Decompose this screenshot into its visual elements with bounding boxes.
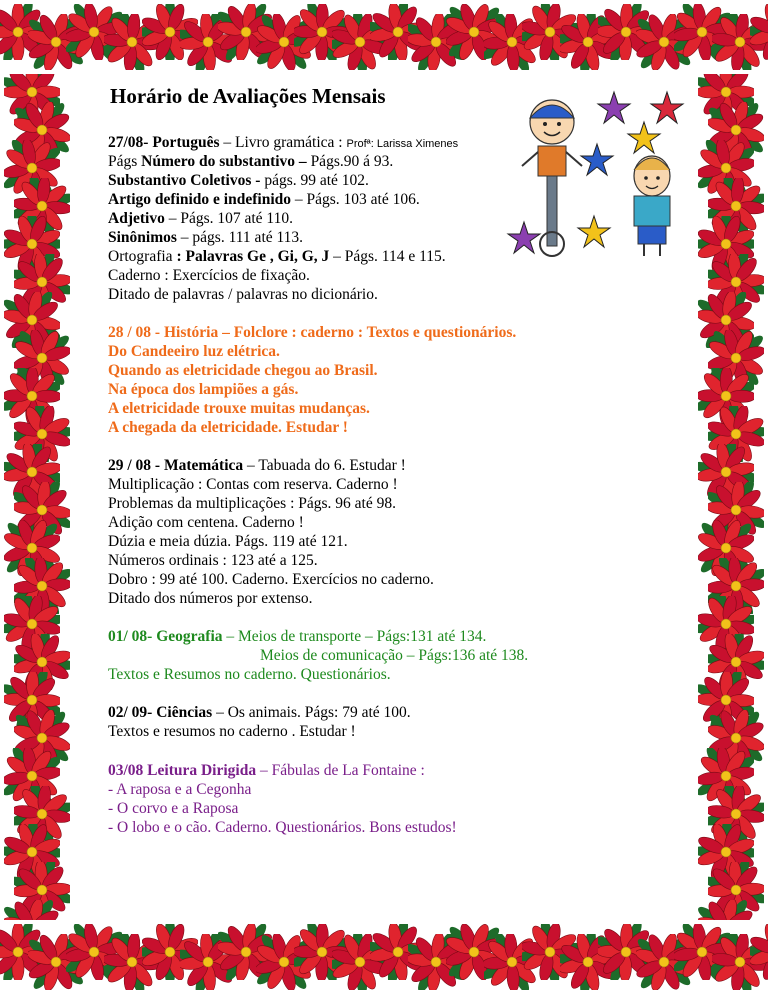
poinsettia-icon bbox=[4, 900, 60, 920]
portugues-line-5: Adjetivo – Págs. 107 até 110. bbox=[108, 210, 293, 227]
geografia-line-1: 01/ 08- Geografia – Meios de transporte – Págs:131 até 134. bbox=[108, 628, 487, 645]
matematica-line-3: Problemas da multiplicações : Págs. 96 até 98. bbox=[108, 495, 396, 512]
poinsettia-border-right bbox=[694, 74, 768, 920]
historia-line-4: Na época dos lampiões a gás. bbox=[108, 381, 299, 398]
portugues-line-8: Caderno : Exercícios de fixação. bbox=[108, 267, 310, 284]
historia-line-3: Quando as eletricidade chegou ao Brasil. bbox=[108, 362, 378, 379]
page-title: Horário de Avaliações Mensais bbox=[110, 84, 386, 108]
star-icon bbox=[598, 92, 630, 123]
geografia-line-2: Meios de comunicação – Págs:136 até 138. bbox=[260, 647, 529, 664]
geografia-line-3: Textos e Resumos no caderno. Questionários. bbox=[108, 666, 391, 683]
matematica-line-4: Adição com centena. Caderno ! bbox=[108, 514, 304, 531]
ciencias-line-1: 02/ 09- Ciências – Os animais. Págs: 79 até 100. bbox=[108, 704, 411, 721]
matematica-line-7: Dobro : 99 até 100. Caderno. Exercícios no caderno. bbox=[108, 571, 434, 588]
star-icon bbox=[508, 222, 540, 253]
poinsettia-icon bbox=[698, 900, 754, 920]
portugues-line-9: Ditado de palavras / palavras no dicionário. bbox=[108, 286, 378, 303]
historia-line-6: A chegada da eletricidade. Estudar ! bbox=[108, 419, 348, 436]
historia-line-1: 28 / 08 - História – Folclore : caderno : Textos e questionários. bbox=[108, 324, 517, 341]
kids-clipart-image bbox=[502, 84, 692, 259]
portugues-line-4: Artigo definido e indefinido – Págs. 103 até 106. bbox=[108, 191, 420, 208]
leitura-line-4: - O lobo e o cão. Caderno. Questionários. Bons estudos! bbox=[108, 819, 457, 836]
portugues-line-2: Págs Número do substantivo – Págs.90 á 93. bbox=[108, 153, 394, 170]
star-icon bbox=[578, 216, 610, 247]
star-icon bbox=[651, 92, 683, 123]
portugues-line-6: Sinônimos – págs. 111 até 113. bbox=[108, 229, 304, 246]
leitura-line-1: 03/08 Leitura Dirigida – Fábulas de La Fontaine : bbox=[108, 762, 425, 779]
poinsettia-icon bbox=[750, 924, 768, 980]
poinsettia-icon bbox=[750, 4, 768, 60]
star-icon bbox=[581, 144, 613, 175]
teacher-name: Profª: Larissa Ximenes bbox=[346, 138, 459, 150]
poinsettia-border-bottom bbox=[0, 920, 768, 994]
portugues-line-3: Substantivo Coletivos - págs. 99 até 102. bbox=[108, 172, 369, 189]
star-icon bbox=[628, 122, 660, 153]
ciencias-line-2: Textos e resumos no caderno . Estudar ! bbox=[108, 723, 356, 740]
matematica-line-6: Números ordinais : 123 até a 125. bbox=[108, 552, 318, 569]
poinsettia-border-top bbox=[0, 0, 768, 74]
poinsettia-border-left bbox=[0, 74, 74, 920]
portugues-line-1: 27/08- Português – Livro gramática : Profª: Larissa Ximenes bbox=[108, 134, 459, 151]
matematica-line-2: Multiplicação : Contas com reserva. Caderno ! bbox=[108, 476, 398, 493]
leitura-line-3: - O corvo e a Raposa bbox=[108, 800, 239, 817]
matematica-line-5: Dúzia e meia dúzia. Págs. 119 até 121. bbox=[108, 533, 348, 550]
matematica-line-1: 29 / 08 - Matemática – Tabuada do 6. Estudar ! bbox=[108, 457, 406, 474]
historia-line-2: Do Candeeiro luz elétrica. bbox=[108, 343, 280, 360]
leitura-line-2: - A raposa e a Cegonha bbox=[108, 781, 252, 798]
historia-line-5: A eletricidade trouxe muitas mudanças. bbox=[108, 400, 370, 417]
portugues-line-7: Ortografia : Palavras Ge , Gi, G, J – Págs. 114 e 115. bbox=[108, 248, 446, 265]
matematica-line-8: Ditado dos números por extenso. bbox=[108, 590, 313, 607]
